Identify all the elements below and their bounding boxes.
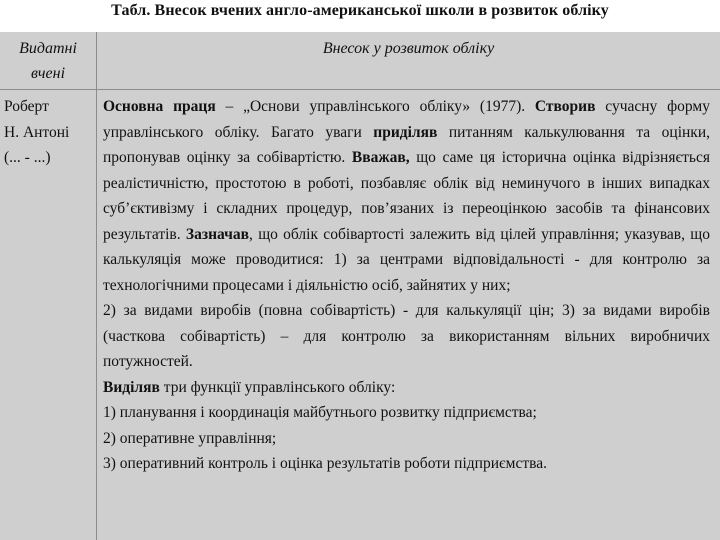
header-scholars-line1: Видатні <box>19 40 77 57</box>
contribution-paragraph-1 <box>103 94 710 298</box>
devoted-text: питанням калькулювання та оцінки, пропонував оцінку за собівартістю. <box>103 123 710 166</box>
scholar-name-cell <box>4 94 94 171</box>
contribution-paragraph-3 <box>103 375 710 401</box>
distinguished-text: три функції управлінського обліку: <box>159 378 396 396</box>
column-divider <box>96 32 97 540</box>
header-divider <box>0 89 720 90</box>
created-label: Створив <box>534 98 596 115</box>
considered-text: що саме ця історична оцінка відрізняється реалістичністю, простотою в роботі, позбавляє облік від неминучого в інших випадках суб’єктивізму і складних процедур, пов’язаних із переоцінкою засобів та фінансових результатів. <box>103 149 710 243</box>
considered-label: Вважав, <box>351 149 410 166</box>
main-work-text: – „Основи управлінського обліку» (1977). <box>215 98 535 115</box>
page-title: Табл. Внесок вчених англо-американської школи в розвиток обліку <box>111 2 609 19</box>
function-item-2: 2) оперативне управління; <box>103 429 277 447</box>
header-scholars-line2: вчені <box>30 65 66 82</box>
contribution-paragraph-2: 2) за видами виробів (повна собівартість) - для калькуляції цін; 3) за видами виробів (часткова собівартість) – для контролю за використанням вільних виробничих потужностей. <box>103 302 710 370</box>
main-work-label: Основна праця <box>103 98 216 115</box>
scholar-surname: Н. Антоні <box>4 123 70 141</box>
created-text: сучасну форму управлінського обліку. Багато уваги <box>103 98 710 141</box>
function-item-1: 1) планування і координація майбутнього розвитку підприємства; <box>103 404 537 421</box>
scholar-years: (... - ...) <box>4 149 51 166</box>
header-scholars <box>0 36 96 86</box>
header-contribution: Внесок у розвиток обліку <box>322 40 495 57</box>
noted-label: Зазначав <box>185 225 250 243</box>
noted-text: , що облік собівартості залежить від цілей управління; указував, що калькуляція може проводитися: 1) за центрами відповідальності - для контролю за технологічними процесами і діяльністю осіб, зайнятих у них; <box>103 225 710 294</box>
function-item-3: 3) оперативний контроль і оцінка результатів роботи підприємства. <box>103 455 547 472</box>
devoted-label: приділяв <box>373 123 438 141</box>
distinguished-label: Виділяв <box>103 378 160 396</box>
scholar-first-name: Роберт <box>4 98 49 115</box>
contribution-cell <box>103 94 710 477</box>
